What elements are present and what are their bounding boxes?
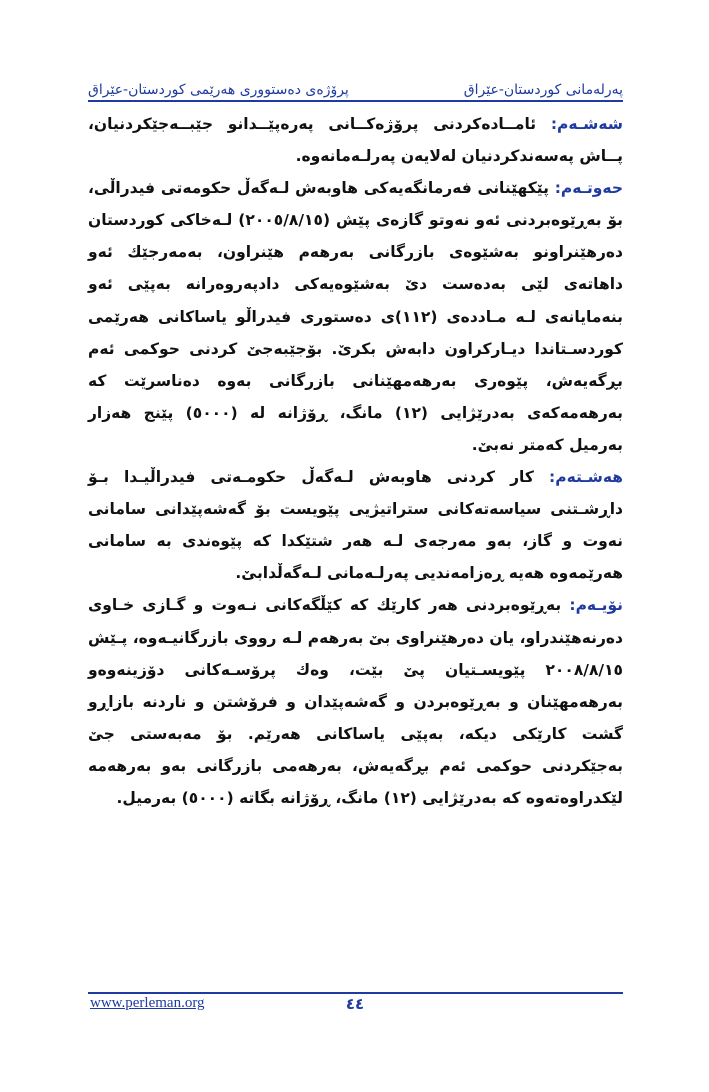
- header-constitution-title: پرۆژەی دەستووری هەرێمی كوردستان-عێراق: [88, 82, 349, 98]
- paragraph-label: حەوتـەم:: [554, 179, 623, 198]
- paragraph-text: بەڕێوەبردنی هەر كارێك كە كێڵگەكانی نـەوت و گـازی خـاوی دەرنەهێندراو، یان دەرهێنراوی بێ بەرهەم لـە رووی بازرگانیـەوە، پـێش ٢٠٠٨/٨/١٥ پێویسـتیان پێ بێت، وەك پرۆسـەكانی دۆزینەوەو بەرهەمهێنان و بەڕێوەبردن و گەشەپێدان و فرۆشتن و ناردنە بازاڕو گشت كارێكی دیكە، بەپێی یاساكانی هەرێم. بۆ مەبەستی جێ بەجێكردنی حوكمی ئەم بڕگەیەش، بەرهەمی بازرگانی بەو بەرهەمە لێكدراوەتەوە كە بەدرێژایی (١٢) مانگ، ڕۆژانە بگاتە (٥٠٠٠) بەرمیل.: [88, 596, 623, 807]
- paragraph-text: پێكهێنانی فەرمانگەیەكی هاوبەش لـەگەڵ حكومەتی فیدراڵی، بۆ بەڕێوەبردنی ئەو نەوتو گازەی پێش (٢٠٠٥/٨/١٥) لـەخاكی كوردستان دەرهێنراونو بەشێوەی بازرگانی بەرهەم هێنراون، بەمەرجێك ئەو داهاتەی لێی بەدەست دێ بەشێوەیەكی دادپەروەرانە بەپێی ئەو بنەمایانەی لـە مـاددەی (١١٢)ی دەستوری فیدراڵو یاساكانی هەرێمی كوردسـتاندا دیـاركراون دابەش بكرێ. بۆجێبەجێ كردنی حوكمی ئەم بڕگەیەش، پێوەری بەرهەمهێنانی بازرگانی بەوە دەناسرێت كە بەرهەمەكەی بەدرێژایی (١٢) مانگ، ڕۆژانە لە (٥٠٠٠) پێنج هەزار بەرمیل كەمتر نەبێ.: [88, 179, 623, 454]
- paragraph-ninth: [88, 589, 623, 814]
- document-body: [88, 108, 623, 814]
- website-link[interactable]: www.perleman.org: [90, 995, 205, 1011]
- paragraph-seventh: [88, 172, 623, 461]
- paragraph-label: هەشـتەم:: [549, 468, 623, 487]
- paragraph-eighth: [88, 461, 623, 589]
- header-divider: [88, 100, 623, 102]
- footer-divider: [88, 992, 623, 994]
- paragraph-text: ئامــادەكردنی پرۆژەكــانی پەرەپێــدانو جێبــەجێكردنیان، پــاش پەسەندكردنیان لەلایەن پەرلـەمانەوە.: [88, 115, 623, 166]
- paragraph-label: نۆیـەم:: [569, 596, 623, 615]
- paragraph-sixth: [88, 108, 623, 172]
- paragraph-text: كار كردنی هاوبەش لـەگەڵ حكومـەتی فیدراڵیـدا بـۆ داڕشـتنی سیاسەتەكانی ستراتیژیی پێویست بۆ گەشەپێدانی سامانی نەوت و گاز، بەو مەرجەی لـە هەر شتێكدا كە پێوەندی بە سامانی هەرێمەوە هەیە ڕەزامەندیی پەرلـەمانی لـەگەڵدابێ.: [88, 468, 623, 583]
- page-header: [88, 72, 623, 98]
- page-number: ٤٤: [345, 995, 365, 1013]
- header-parliament-title: پەرلەمانی كوردستان-عێراق: [463, 82, 623, 98]
- paragraph-label: شەشـەم:: [550, 115, 623, 133]
